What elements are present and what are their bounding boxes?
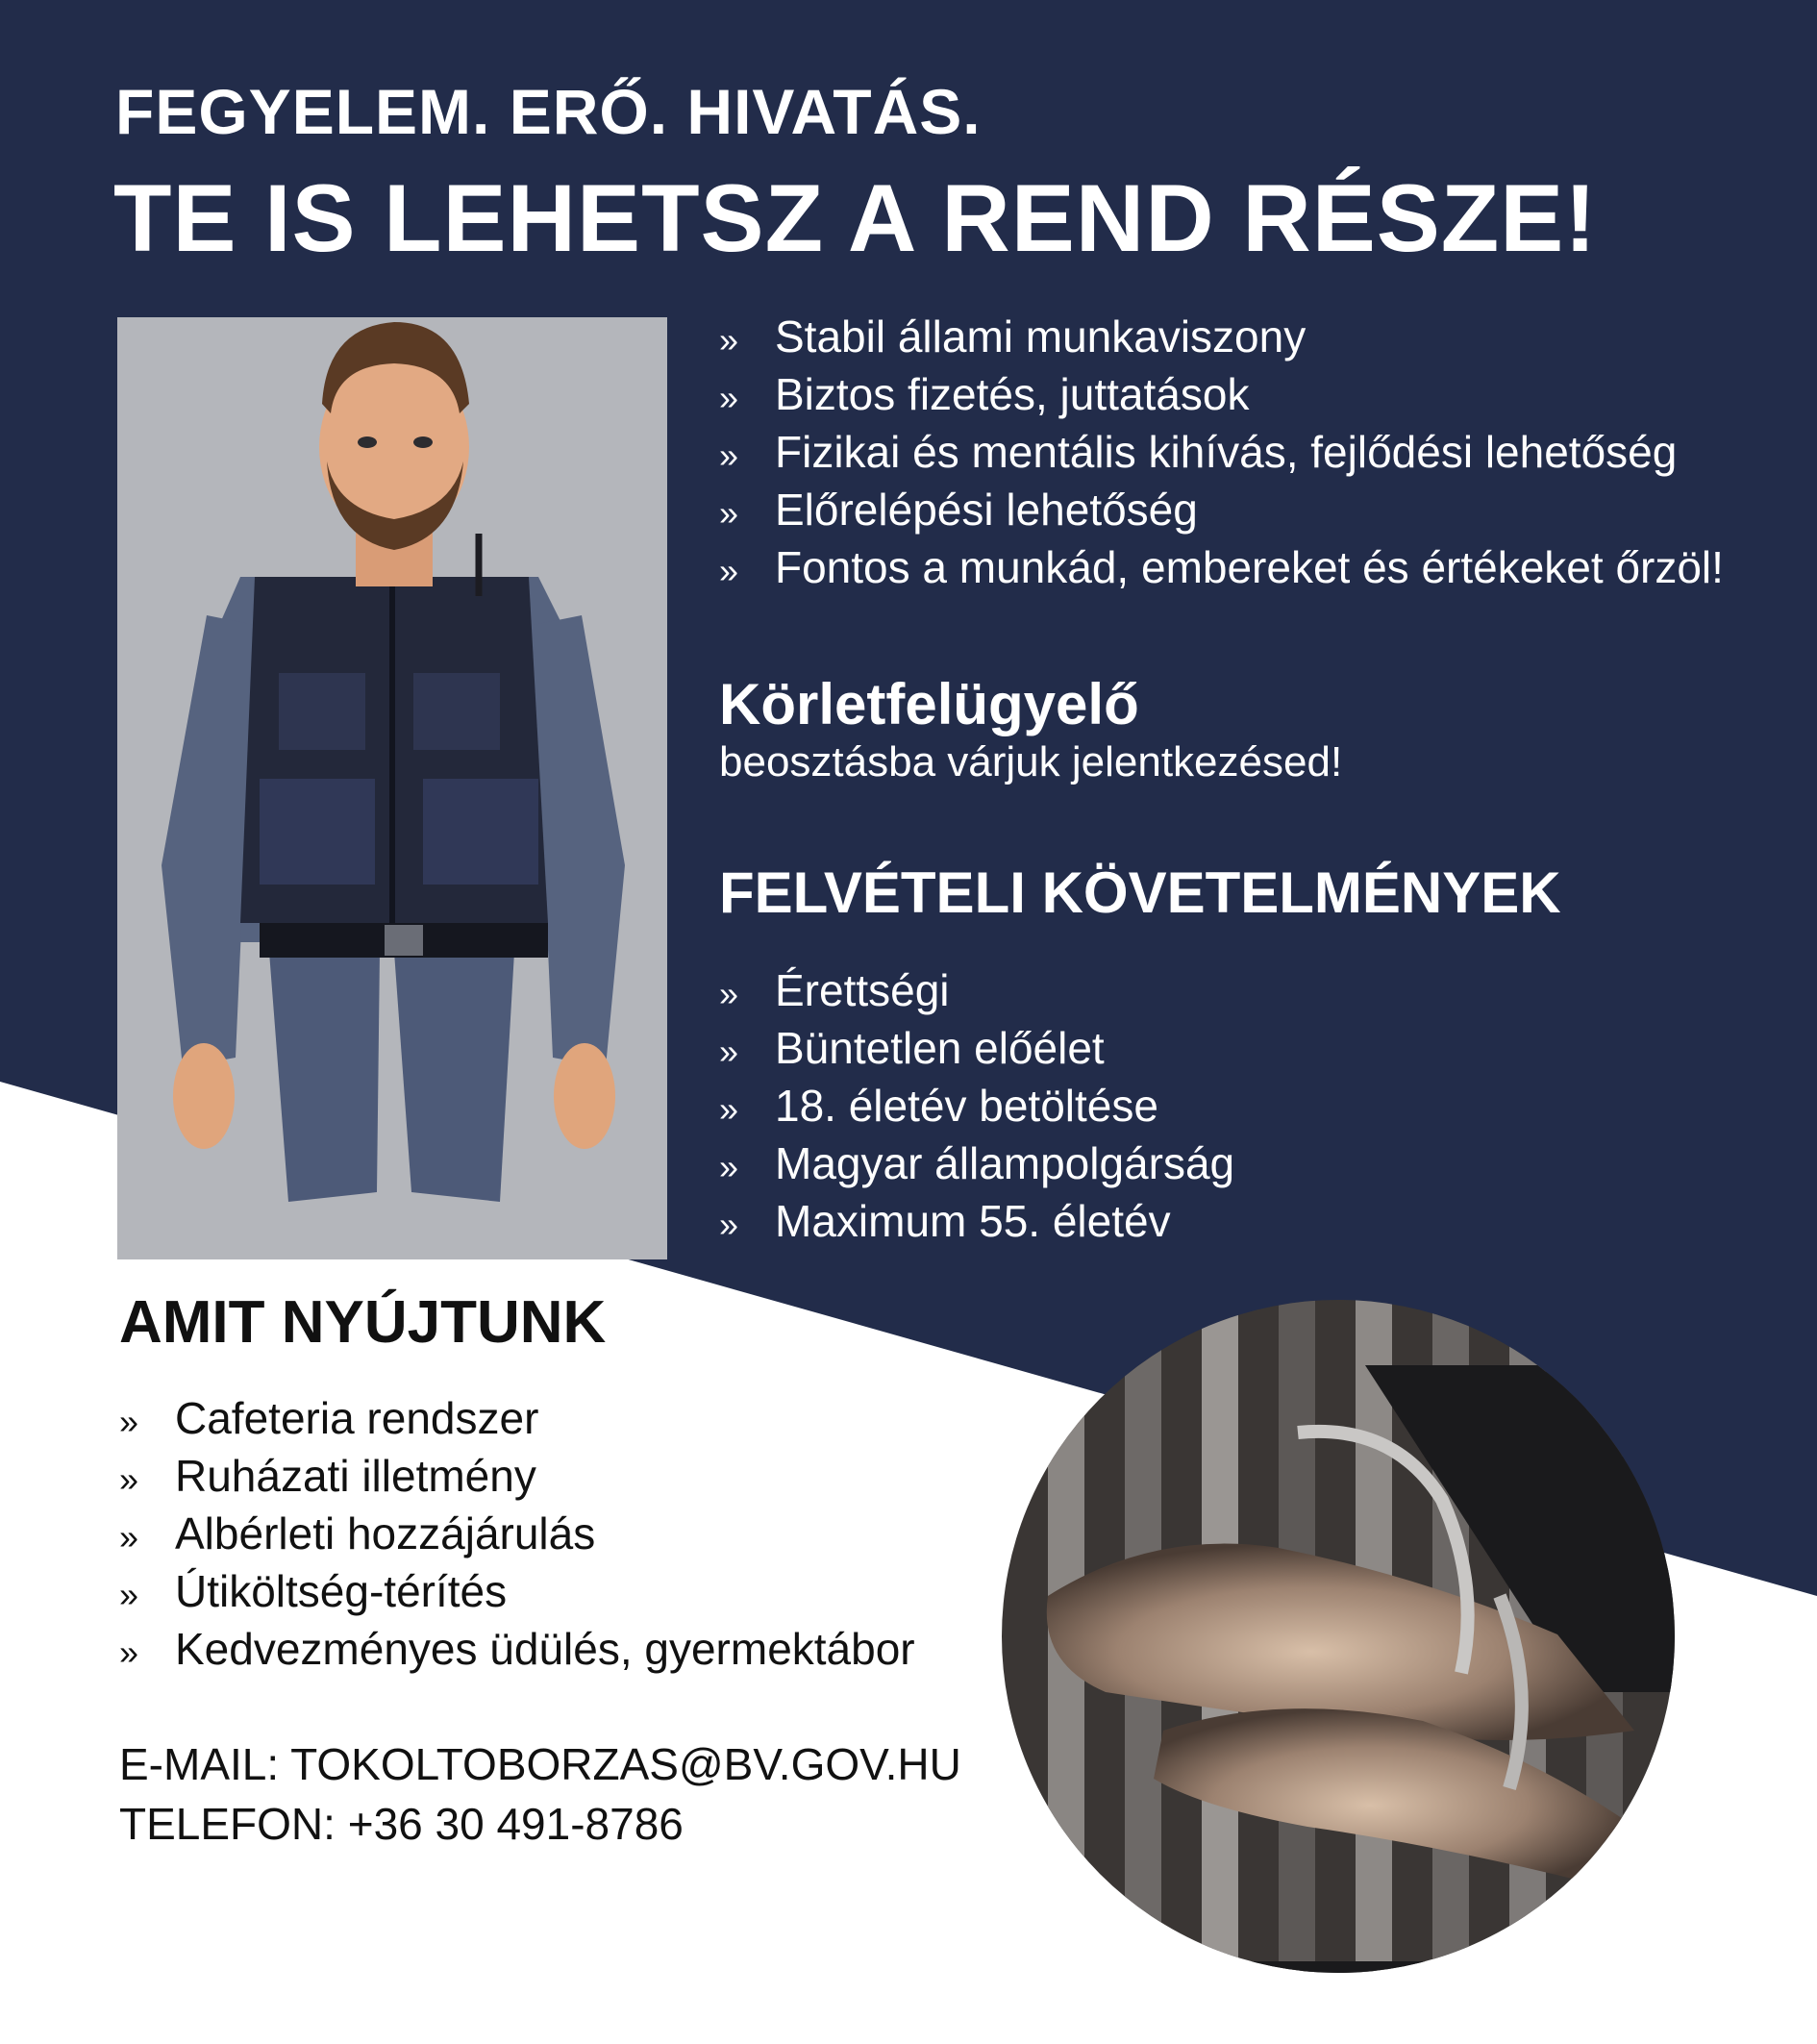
requirements-list [719,961,1234,1250]
bullet-mark: » [719,1147,739,1186]
requirement-item: » Büntetlen előélet [719,1019,1234,1077]
tagline: FEGYELEM. ERŐ. HIVATÁS. [115,76,982,147]
bullet-mark: » [119,1459,139,1499]
bullet-mark: » [719,1089,739,1129]
bullet-mark: » [119,1517,139,1557]
bullet-mark: » [119,1575,139,1614]
bullet-mark: » [119,1633,139,1672]
offer-heading: AMIT NYÚJTUNK [119,1289,607,1356]
benefit-item: » Előrelépési lehetőség [719,481,1724,538]
offer-list [119,1389,915,1678]
bullet-mark: » [719,320,739,360]
bullet-mark: » [719,436,739,475]
requirement-item: » Érettségi [719,961,1234,1019]
bullet-mark: » [719,974,739,1013]
benefits-list [719,308,1724,596]
offer-item: » Kedvezményes üdülés, gyermektábor [119,1620,915,1678]
contact-phone[interactable]: TELEFON: +36 30 491-8786 [119,1799,684,1849]
bullet-mark: » [119,1402,139,1441]
officer-illustration [117,317,667,1259]
offer-item: » Útiköltség-térítés [119,1562,915,1620]
main-headline: TE IS LEHETSZ A REND RÉSZE! [113,164,1598,271]
position-title: Körletfelügyelő [719,672,1139,736]
requirement-item: » Magyar állampolgárság [719,1134,1234,1192]
contact-email[interactable]: E-MAIL: TOKOLTOBORZAS@BV.GOV.HU [119,1739,961,1789]
benefit-item: » Stabil állami munkaviszony [719,308,1724,365]
benefit-item: » Biztos fizetés, juttatások [719,365,1724,423]
bullet-mark: » [719,1032,739,1071]
offer-item: » Albérleti hozzájárulás [119,1505,915,1562]
bullet-mark: » [719,551,739,590]
benefit-item: » Fontos a munkád, embereket és értékeket őrzöl! [719,538,1724,596]
offer-item: » Cafeteria rendszer [119,1389,915,1447]
benefit-item: » Fizikai és mentális kihívás, fejlődési lehetőség [719,423,1724,481]
bullet-mark: » [719,378,739,417]
requirements-heading: FELVÉTELI KÖVETELMÉNYEK [719,860,1561,925]
bullet-mark: » [719,1205,739,1244]
bullet-mark: » [719,493,739,533]
requirement-item: » Maximum 55. életév [719,1192,1234,1250]
offer-item: » Ruházati illetmény [119,1447,915,1505]
requirement-item: » 18. életév betöltése [719,1077,1234,1134]
position-subtitle: beosztásba várjuk jelentkezésed! [719,738,1343,785]
